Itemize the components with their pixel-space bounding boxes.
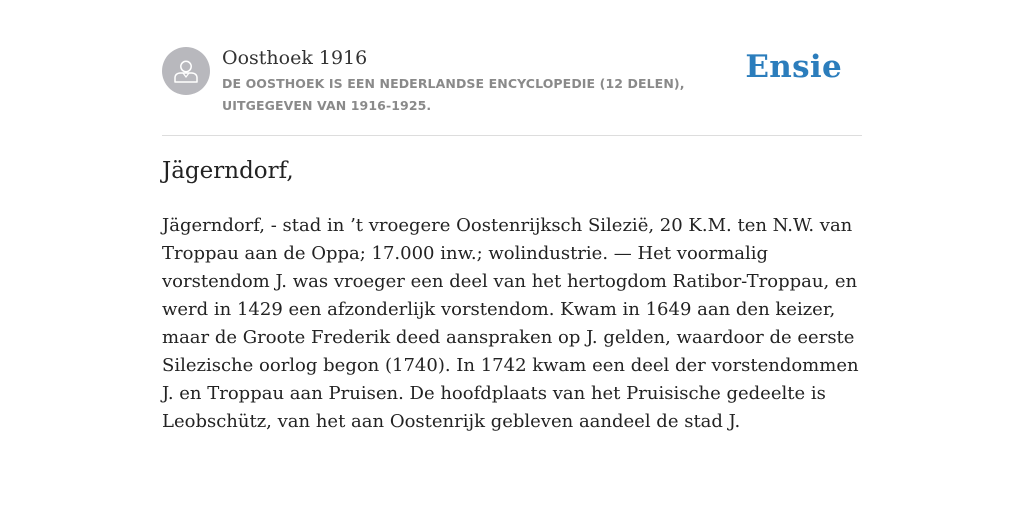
user-icon <box>162 47 210 95</box>
source-header <box>162 46 862 116</box>
entry-body: Jägerndorf, - stad in ’t vroegere Oostenrijksch Silezië, 20 K.M. ten N.W. van Troppau aan de Oppa; 17.000 inw.; wolindustrie. — Het voormalig vorstendom J. was vroeger een deel van het hertogdom Ratibor-Troppau, en werd in 1429 een afzonderlijk vorstendom. Kwam in 1649 aan den keizer, maar de Groote Frederik deed aanspraken op J. gelden, waardoor de eerste Silezische oorlog begon (1740). In 1742 kwam een deel der vorstendommen J. en Troppau aan Pruisen. De hoofdplaats van het Pruisische gedeelte is Leobschütz, van het aan Oostenrijk gebleven aandeel de stad J. <box>162 215 859 432</box>
ensie-logo[interactable]: Ensie <box>745 49 842 85</box>
source-avatar[interactable] <box>162 47 210 95</box>
entry-title: Jägerndorf, <box>162 158 294 184</box>
source-title[interactable]: Oosthoek 1916 <box>222 47 368 69</box>
header-divider <box>162 135 862 136</box>
source-description: DE OOSTHOEK IS EEN NEDERLANDSE ENCYCLOPEDIE (12 DELEN), UITGEGEVEN VAN 1916-1925. <box>222 76 685 113</box>
